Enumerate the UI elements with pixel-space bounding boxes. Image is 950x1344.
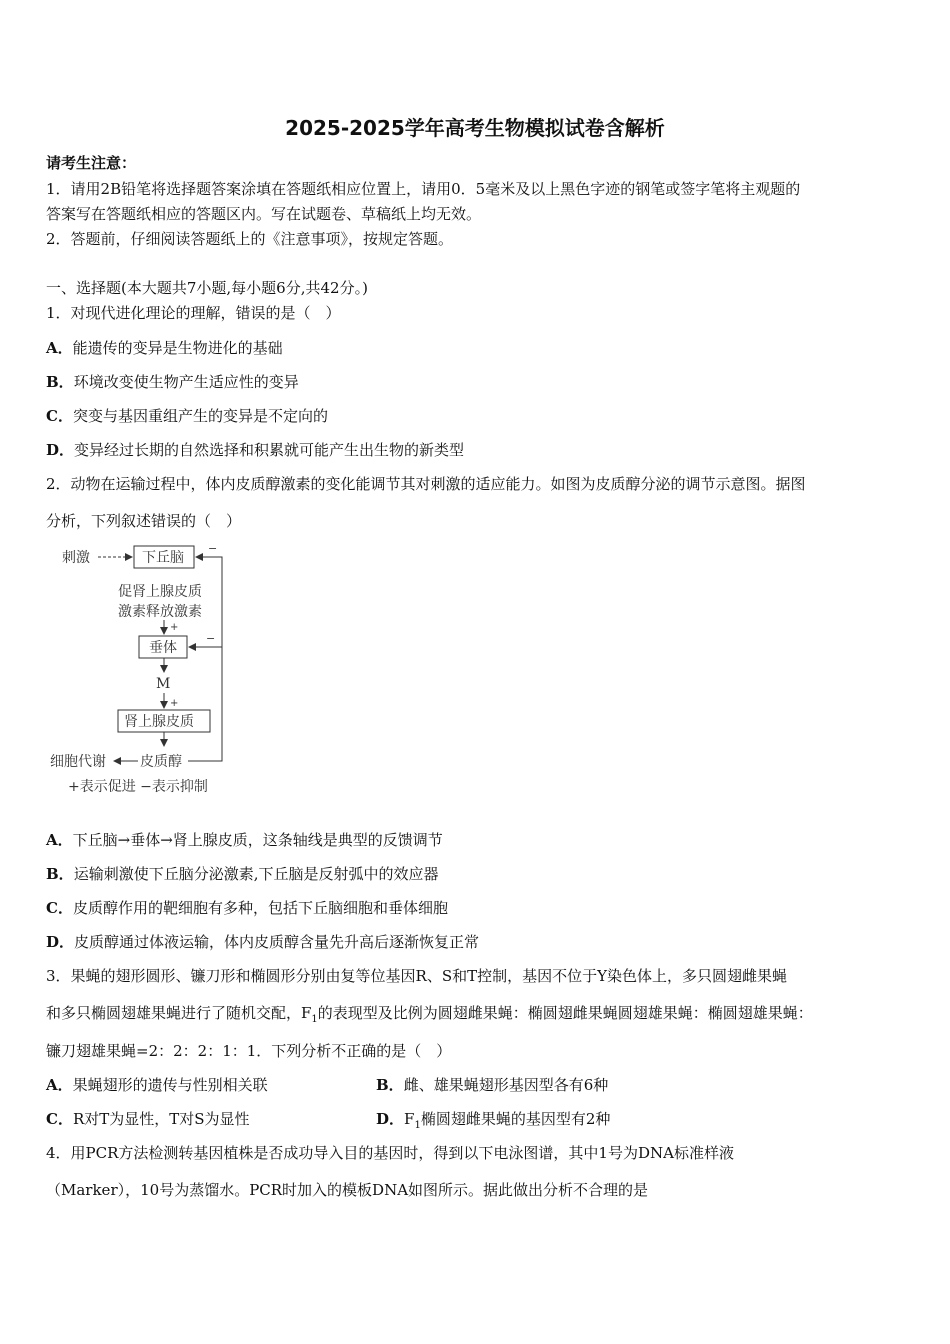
diagram-cortisol-label: 皮质醇 <box>140 754 182 770</box>
q3-stem-a: 3．果蝇的翅形圆形、镰刀形和椭圆形分别由复等位基因R、S和T控制，基因不位于Y染色体上，多只圆翅雌果蝇 <box>46 967 788 985</box>
q1-stem: 1．对现代进化理论的理解，错误的是（ ） <box>46 304 341 322</box>
diagram-m-label: M <box>156 676 171 692</box>
diagram-adrenal-label: 肾上腺皮质 <box>124 714 194 730</box>
section-heading: 一、选择题(本大题共7小题,每小题6分,共42分。) <box>46 279 368 297</box>
q2-option-d: D．皮质醇通过体液运输，体内皮质醇含量先升高后逐渐恢复正常 <box>46 933 480 951</box>
notice-item-1a: 1．请用2B铅笔将选择题答案涂填在答题纸相应位置上，请用0．5毫米及以上黑色字迹的钢笔或签字笔将主观题的 <box>46 180 801 198</box>
diagram-metabolism-label: 细胞代谢 <box>50 754 106 770</box>
diagram-plus-1: + <box>170 622 179 633</box>
diagram-hypothalamus-label: 下丘脑 <box>142 550 184 566</box>
q2-stem-a: 2．动物在运输过程中，体内皮质醇激素的变化能调节其对刺激的适应能力。如图为皮质醇分泌的调节示意图。据图 <box>46 475 806 493</box>
q3-stem-c: 镰刀翅雄果蝇=2：2：2：1：1．下列分析不正确的是（ ） <box>46 1042 452 1060</box>
q3-option-b: B．雌、雄果蝇翅形基因型各有6种 <box>376 1076 609 1094</box>
diagram-legend: +表示促进 −表示抑制 <box>68 779 208 795</box>
q2-option-c: C．皮质醇作用的靶细胞有多种，包括下丘脑细胞和垂体细胞 <box>46 899 448 917</box>
notice-item-1b: 答案写在答题纸相应的答题区内。写在试题卷、草稿纸上均无效。 <box>46 205 482 223</box>
q1-option-a: A．能遗传的变异是生物进化的基础 <box>46 339 283 357</box>
diagram-minus-2: − <box>206 632 216 645</box>
q3-stem-b: 和多只椭圆翅雄果蝇进行了随机交配，$F_1$的表现型及比例为圆翅雌果蝇：椭圆翅雌果蝇圆翅雄果蝇：椭圆翅雄果蝇： <box>46 1004 813 1025</box>
diagram-minus-1: − <box>208 542 218 555</box>
diagram-plus-2: + <box>170 698 179 709</box>
q1-option-b: B．环境改变使生物产生适应性的变异 <box>46 373 299 391</box>
q4-stem-a: 4．用PCR方法检测转基因植株是否成功导入目的基因时，得到以下电泳图谱，其中1号为DNA标准样液 <box>46 1144 734 1162</box>
diagram-pituitary-label: 垂体 <box>149 640 177 656</box>
q2-option-b: B．运输刺激使下丘脑分泌激素,下丘脑是反射弧中的效应器 <box>46 865 439 883</box>
notice-item-2: 2．答题前，仔细阅读答题纸上的《注意事项》，按规定答题。 <box>46 230 454 248</box>
cortisol-regulation-diagram <box>40 540 240 800</box>
q4-stem-b: （Marker），10号为蒸馏水。PCR时加入的模板DNA如图所示。据此做出分析不合理的是 <box>46 1181 649 1199</box>
page-title: 2025-2025学年高考生物模拟试卷含解析 <box>285 116 665 140</box>
q2-stem-b: 分析，下列叙述错误的（ ） <box>46 512 242 530</box>
diagram-stimulus-label: 刺激 <box>62 550 90 566</box>
q2-option-a: A．下丘脑→垂体→肾上腺皮质，这条轴线是典型的反馈调节 <box>46 831 443 849</box>
q3-option-d: D．$F_1$椭圆翅雌果蝇的基因型有2种 <box>376 1110 611 1131</box>
q3-option-c: C．R对T为显性，T对S为显性 <box>46 1110 250 1128</box>
notice-heading: 请考生注意： <box>46 154 137 172</box>
diagram-hormone-line2: 激素释放激素 <box>118 604 202 620</box>
q3-option-a: A．果蝇翅形的遗传与性别相关联 <box>46 1076 268 1094</box>
q1-option-d: D．变异经过长期的自然选择和积累就可能产生出生物的新类型 <box>46 441 465 459</box>
q1-option-c: C．突变与基因重组产生的变异是不定向的 <box>46 407 328 425</box>
diagram-hormone-line1: 促肾上腺皮质 <box>118 584 202 600</box>
